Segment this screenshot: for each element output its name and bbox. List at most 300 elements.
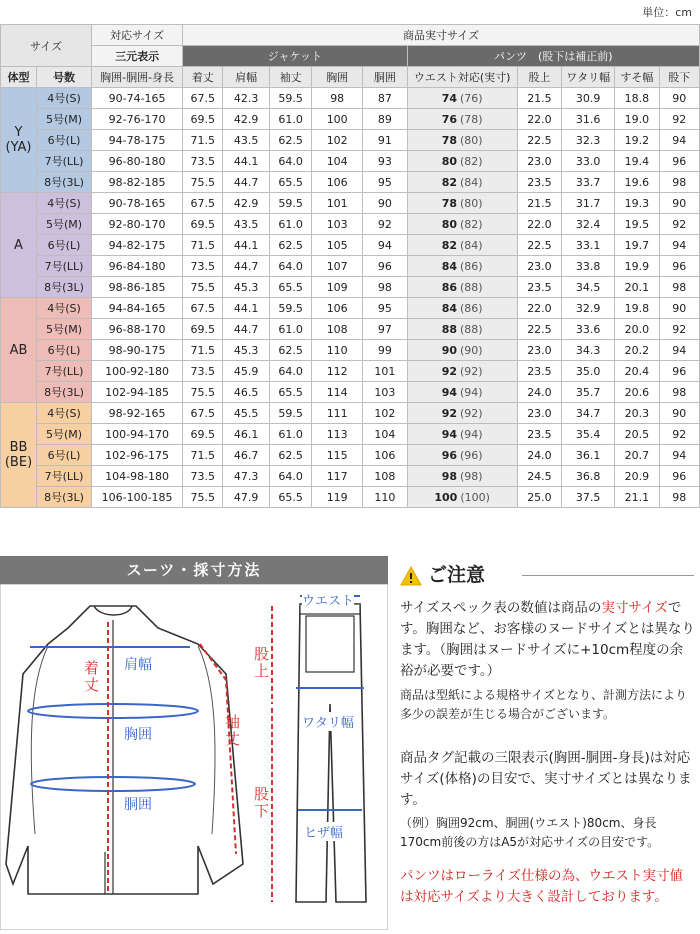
- table-cell: 73.5: [183, 361, 223, 382]
- table-cell: 47.9: [223, 487, 270, 508]
- waist-corresponding: (94): [460, 427, 483, 441]
- size-number-cell: 5号(M): [37, 424, 92, 445]
- header-product-size: 商品実寸サイズ: [183, 25, 700, 46]
- table-cell: 45.3: [223, 277, 270, 298]
- waist-corresponding: (80): [460, 196, 483, 210]
- table-cell: 59.5: [269, 193, 311, 214]
- header-inseam: 股下: [659, 67, 699, 88]
- table-cell: 65.5: [269, 172, 311, 193]
- waist-actual: 82: [441, 238, 457, 252]
- waist-actual: 78: [441, 133, 457, 147]
- header-jacket: ジャケット: [183, 46, 407, 67]
- table-cell: 115: [312, 445, 363, 466]
- table-cell: 32.3: [562, 130, 615, 151]
- size-table: [0, 24, 700, 508]
- table-cell: 59.5: [269, 88, 311, 109]
- body-type-cell: A: [1, 193, 37, 298]
- table-row: [1, 466, 700, 487]
- table-cell: 92: [659, 319, 699, 340]
- size-table-body: [1, 88, 700, 508]
- header-rise: 股上: [517, 67, 561, 88]
- waist-corresponding: (100): [460, 490, 490, 504]
- table-cell: 98: [659, 487, 699, 508]
- size-number-cell: 8号(3L): [37, 487, 92, 508]
- header-waist-jacket: 胴囲: [363, 67, 407, 88]
- table-cell: 65.5: [269, 277, 311, 298]
- table-cell: 33.1: [562, 235, 615, 256]
- label-chest: 胸囲: [124, 727, 152, 743]
- waist-actual: 80: [441, 154, 457, 168]
- table-cell: 110: [363, 487, 407, 508]
- waist-cell: [407, 382, 517, 403]
- table-cell: 104-98-180: [92, 466, 183, 487]
- header-thigh: ワタリ幅: [562, 67, 615, 88]
- waist-cell: [407, 424, 517, 445]
- table-row: [1, 130, 700, 151]
- waist-corresponding: (82): [460, 217, 483, 231]
- waist-corresponding: (92): [460, 364, 483, 378]
- waist-actual: 94: [441, 427, 457, 441]
- table-cell: 33.0: [562, 151, 615, 172]
- table-row: [1, 109, 700, 130]
- table-cell: 96-84-180: [92, 256, 183, 277]
- table-cell: 34.5: [562, 277, 615, 298]
- size-number-cell: 7号(LL): [37, 256, 92, 277]
- table-cell: 90: [659, 298, 699, 319]
- suit-illustration: [0, 584, 388, 930]
- body-type-cell: AB: [1, 298, 37, 403]
- size-number-cell: 8号(3L): [37, 277, 92, 298]
- table-cell: 94: [659, 340, 699, 361]
- table-cell: 21.5: [517, 193, 561, 214]
- table-cell: 73.5: [183, 466, 223, 487]
- table-cell: 23.0: [517, 256, 561, 277]
- label-thigh: ワタリ幅: [302, 712, 354, 731]
- waist-corresponding: (80): [460, 133, 483, 147]
- size-number-cell: 6号(L): [37, 235, 92, 256]
- measure-diagram: [0, 584, 388, 930]
- table-cell: 22.5: [517, 235, 561, 256]
- table-cell: 67.5: [183, 298, 223, 319]
- table-row: [1, 214, 700, 235]
- table-cell: 20.0: [615, 319, 659, 340]
- notice-p1-text: サイズスペック表の数値は商品の: [400, 600, 602, 616]
- table-cell: 71.5: [183, 340, 223, 361]
- waist-cell: [407, 172, 517, 193]
- table-cell: 119: [312, 487, 363, 508]
- table-cell: 19.4: [615, 151, 659, 172]
- table-cell: 96: [659, 256, 699, 277]
- table-cell: 101: [363, 361, 407, 382]
- waist-actual: 100: [434, 490, 458, 504]
- table-cell: 19.2: [615, 130, 659, 151]
- table-cell: 98-86-185: [92, 277, 183, 298]
- table-cell: 94-78-175: [92, 130, 183, 151]
- table-cell: 22.5: [517, 319, 561, 340]
- table-cell: 30.9: [562, 88, 615, 109]
- header-chest-waist-height: 胸囲-胴囲-身長: [92, 67, 183, 88]
- table-cell: 64.0: [269, 466, 311, 487]
- header-shoulder: 肩幅: [223, 67, 270, 88]
- table-cell: 73.5: [183, 151, 223, 172]
- size-number-cell: 5号(M): [37, 109, 92, 130]
- table-cell: 108: [363, 466, 407, 487]
- waist-cell: [407, 403, 517, 424]
- waist-actual: 94: [441, 385, 457, 399]
- table-cell: 96: [363, 256, 407, 277]
- table-cell: 102-96-175: [92, 445, 183, 466]
- table-cell: 20.4: [615, 361, 659, 382]
- table-cell: 98: [659, 382, 699, 403]
- measure-title: スーツ・採寸方法: [0, 556, 388, 584]
- table-cell: 90-78-165: [92, 193, 183, 214]
- waist-cell: [407, 214, 517, 235]
- table-cell: 45.5: [223, 403, 270, 424]
- table-cell: 23.5: [517, 277, 561, 298]
- table-cell: 94: [659, 130, 699, 151]
- table-cell: 18.8: [615, 88, 659, 109]
- table-cell: 97: [363, 319, 407, 340]
- table-cell: 94: [659, 445, 699, 466]
- table-cell: 101: [312, 193, 363, 214]
- table-cell: 106: [312, 172, 363, 193]
- table-cell: 19.7: [615, 235, 659, 256]
- table-cell: 61.0: [269, 424, 311, 445]
- table-cell: 90-74-165: [92, 88, 183, 109]
- label-sleeve: 袖 丈: [225, 713, 241, 748]
- table-cell: 90: [659, 193, 699, 214]
- waist-cell: [407, 130, 517, 151]
- table-cell: 108: [312, 319, 363, 340]
- waist-corresponding: (90): [460, 343, 483, 357]
- header-chest: 胸囲: [312, 67, 363, 88]
- waist-corresponding: (76): [460, 91, 483, 105]
- table-cell: 65.5: [269, 382, 311, 403]
- waist-corresponding: (96): [460, 448, 483, 462]
- waist-actual: 90: [441, 343, 457, 357]
- table-cell: 36.8: [562, 466, 615, 487]
- waist-actual: 98: [441, 469, 457, 483]
- table-cell: 31.6: [562, 109, 615, 130]
- label-rise: 股 上: [254, 645, 270, 680]
- waist-actual: 78: [441, 196, 457, 210]
- table-row: [1, 487, 700, 508]
- waist-cell: [407, 151, 517, 172]
- notice-p1-highlight: 実寸サイズ: [601, 600, 668, 616]
- table-cell: 91: [363, 130, 407, 151]
- table-cell: 62.5: [269, 235, 311, 256]
- table-row: [1, 403, 700, 424]
- table-cell: 93: [363, 151, 407, 172]
- table-cell: 19.0: [615, 109, 659, 130]
- table-cell: 94-82-175: [92, 235, 183, 256]
- table-cell: 20.3: [615, 403, 659, 424]
- size-number-cell: 5号(M): [37, 319, 92, 340]
- label-waist-jacket: 胴囲: [124, 797, 152, 813]
- size-number-cell: 7号(LL): [37, 466, 92, 487]
- table-cell: 113: [312, 424, 363, 445]
- table-cell: 106: [363, 445, 407, 466]
- header-body-type: 体型: [1, 67, 37, 88]
- table-row: [1, 172, 700, 193]
- label-length: 着 丈: [84, 659, 100, 694]
- table-cell: 62.5: [269, 445, 311, 466]
- warning-icon: [400, 566, 422, 586]
- table-cell: 65.5: [269, 487, 311, 508]
- waist-actual: 88: [441, 322, 457, 336]
- header-number: 号数: [37, 67, 92, 88]
- table-cell: 23.5: [517, 424, 561, 445]
- table-cell: 67.5: [183, 193, 223, 214]
- table-cell: 20.9: [615, 466, 659, 487]
- table-cell: 32.9: [562, 298, 615, 319]
- notice-paragraph-2-small: （例）胸囲92cm、胴囲(ウエスト)80cm、身長170cm前後の方はA5が対応サイズの目安です。: [400, 816, 660, 849]
- header-three-dim: 三元表示: [92, 46, 183, 67]
- table-cell: 20.1: [615, 277, 659, 298]
- table-cell: 34.3: [562, 340, 615, 361]
- table-cell: 96-80-180: [92, 151, 183, 172]
- table-row: [1, 256, 700, 277]
- table-cell: 100-92-180: [92, 361, 183, 382]
- waist-cell: [407, 319, 517, 340]
- size-number-cell: 5号(M): [37, 214, 92, 235]
- table-cell: 45.3: [223, 340, 270, 361]
- table-cell: 69.5: [183, 424, 223, 445]
- table-cell: 36.1: [562, 445, 615, 466]
- header-length: 着丈: [183, 67, 223, 88]
- waist-actual: 92: [441, 406, 457, 420]
- table-cell: 98: [312, 88, 363, 109]
- size-number-cell: 6号(L): [37, 445, 92, 466]
- table-cell: 90: [363, 193, 407, 214]
- table-cell: 71.5: [183, 130, 223, 151]
- table-row: [1, 319, 700, 340]
- body-type-cell: BB (BE): [1, 403, 37, 508]
- header-corr-size: 対応サイズ: [92, 25, 183, 46]
- table-cell: 105: [312, 235, 363, 256]
- table-cell: 71.5: [183, 445, 223, 466]
- unit-label: 単位：cm: [642, 6, 692, 19]
- table-cell: 111: [312, 403, 363, 424]
- table-cell: 89: [363, 109, 407, 130]
- waist-cell: [407, 277, 517, 298]
- table-cell: 87: [363, 88, 407, 109]
- table-cell: 102-94-185: [92, 382, 183, 403]
- table-cell: 98-90-175: [92, 340, 183, 361]
- table-row: [1, 340, 700, 361]
- table-cell: 20.7: [615, 445, 659, 466]
- table-cell: 69.5: [183, 109, 223, 130]
- header-size: サイズ: [1, 25, 92, 67]
- table-cell: 47.3: [223, 466, 270, 487]
- table-cell: 117: [312, 466, 363, 487]
- waist-corresponding: (86): [460, 259, 483, 273]
- table-cell: 114: [312, 382, 363, 403]
- table-cell: 23.0: [517, 151, 561, 172]
- table-cell: 64.0: [269, 151, 311, 172]
- header-hem: すそ幅: [615, 67, 659, 88]
- table-cell: 102: [363, 403, 407, 424]
- table-cell: 23.0: [517, 403, 561, 424]
- table-cell: 34.7: [562, 403, 615, 424]
- table-cell: 96: [659, 151, 699, 172]
- table-row: [1, 193, 700, 214]
- table-cell: 98-82-185: [92, 172, 183, 193]
- label-inseam: 股 下: [254, 785, 270, 820]
- table-cell: 22.0: [517, 109, 561, 130]
- waist-corresponding: (86): [460, 301, 483, 315]
- waist-cell: [407, 193, 517, 214]
- waist-corresponding: (84): [460, 175, 483, 189]
- table-cell: 46.1: [223, 424, 270, 445]
- table-cell: 98: [659, 277, 699, 298]
- table-cell: 94-84-165: [92, 298, 183, 319]
- table-cell: 96: [659, 466, 699, 487]
- table-cell: 42.9: [223, 109, 270, 130]
- table-cell: 100: [312, 109, 363, 130]
- table-cell: 98-92-165: [92, 403, 183, 424]
- label-knee: ヒザ幅: [304, 822, 343, 841]
- table-cell: 20.6: [615, 382, 659, 403]
- table-cell: 32.4: [562, 214, 615, 235]
- size-number-cell: 6号(L): [37, 130, 92, 151]
- table-cell: 92: [659, 109, 699, 130]
- size-number-cell: 7号(LL): [37, 151, 92, 172]
- table-cell: 90: [659, 88, 699, 109]
- label-waist-pants: ウエスト: [302, 590, 354, 609]
- notice-p1-text-2: です。胸囲など、お客様のヌードサイズとは異なります。（胸囲はヌードサイズに+10cm程度の余裕が必要です。）: [400, 600, 695, 679]
- table-cell: 92-80-170: [92, 214, 183, 235]
- waist-actual: 96: [441, 448, 457, 462]
- waist-corresponding: (88): [460, 280, 483, 294]
- table-row: [1, 445, 700, 466]
- table-cell: 42.9: [223, 193, 270, 214]
- waist-actual: 80: [441, 217, 457, 231]
- waist-actual: 84: [441, 301, 457, 315]
- table-cell: 102: [312, 130, 363, 151]
- table-cell: 37.5: [562, 487, 615, 508]
- waist-corresponding: (88): [460, 322, 483, 336]
- table-cell: 103: [363, 382, 407, 403]
- notice-divider: [522, 575, 694, 576]
- waist-cell: [407, 88, 517, 109]
- table-row: [1, 88, 700, 109]
- table-cell: 106: [312, 298, 363, 319]
- table-row: [1, 277, 700, 298]
- table-cell: 103: [312, 214, 363, 235]
- table-cell: 73.5: [183, 256, 223, 277]
- size-number-cell: 8号(3L): [37, 382, 92, 403]
- table-cell: 23.5: [517, 172, 561, 193]
- table-cell: 59.5: [269, 403, 311, 424]
- table-cell: 25.0: [517, 487, 561, 508]
- waist-actual: 74: [441, 91, 457, 105]
- table-cell: 42.3: [223, 88, 270, 109]
- waist-cell: [407, 298, 517, 319]
- table-row: [1, 424, 700, 445]
- waist-corresponding: (92): [460, 406, 483, 420]
- table-row: [1, 235, 700, 256]
- table-cell: 19.5: [615, 214, 659, 235]
- notice-title: ご注意: [428, 564, 486, 586]
- notice-paragraph-1: [400, 598, 696, 682]
- notice-paragraph-3: パンツはローライズ仕様の為、ウエスト実寸値は対応サイズより大きく設計しております。: [400, 868, 683, 905]
- table-cell: 24.0: [517, 382, 561, 403]
- table-cell: 19.3: [615, 193, 659, 214]
- waist-actual: 82: [441, 175, 457, 189]
- size-number-cell: 6号(L): [37, 340, 92, 361]
- table-cell: 21.1: [615, 487, 659, 508]
- table-cell: 64.0: [269, 361, 311, 382]
- body-type-cell: Y (YA): [1, 88, 37, 193]
- table-cell: 59.5: [269, 298, 311, 319]
- table-cell: 44.1: [223, 235, 270, 256]
- table-cell: 96: [659, 361, 699, 382]
- table-cell: 75.5: [183, 172, 223, 193]
- table-cell: 75.5: [183, 277, 223, 298]
- table-cell: 43.5: [223, 214, 270, 235]
- waist-cell: [407, 445, 517, 466]
- table-cell: 100-94-170: [92, 424, 183, 445]
- table-cell: 75.5: [183, 487, 223, 508]
- table-cell: 19.9: [615, 256, 659, 277]
- table-cell: 95: [363, 298, 407, 319]
- label-shoulder: 肩幅: [124, 657, 152, 673]
- table-cell: 62.5: [269, 130, 311, 151]
- table-cell: 22.0: [517, 214, 561, 235]
- table-cell: 96-88-170: [92, 319, 183, 340]
- table-cell: 94: [363, 235, 407, 256]
- table-cell: 109: [312, 277, 363, 298]
- waist-actual: 92: [441, 364, 457, 378]
- table-cell: 35.0: [562, 361, 615, 382]
- table-cell: 104: [363, 424, 407, 445]
- table-cell: 20.2: [615, 340, 659, 361]
- notice-paragraph-1-small: 商品は型紙による規格サイズとなり、計測方法により多少の誤差が生じる場合がございます。: [400, 688, 688, 721]
- waist-actual: 76: [441, 112, 457, 126]
- table-cell: 92: [659, 424, 699, 445]
- table-cell: 33.6: [562, 319, 615, 340]
- table-cell: 92: [659, 214, 699, 235]
- table-cell: 33.8: [562, 256, 615, 277]
- table-cell: 112: [312, 361, 363, 382]
- table-cell: 61.0: [269, 109, 311, 130]
- size-number-cell: 4号(S): [37, 403, 92, 424]
- table-cell: 35.4: [562, 424, 615, 445]
- waist-corresponding: (94): [460, 385, 483, 399]
- table-cell: 24.5: [517, 466, 561, 487]
- waist-cell: [407, 109, 517, 130]
- waist-corresponding: (98): [460, 469, 483, 483]
- header-waist-pants: ウエスト対応(実寸): [407, 67, 517, 88]
- waist-corresponding: (82): [460, 154, 483, 168]
- size-number-cell: 4号(S): [37, 193, 92, 214]
- table-cell: 106-100-185: [92, 487, 183, 508]
- table-cell: 44.7: [223, 256, 270, 277]
- waist-corresponding: (84): [460, 238, 483, 252]
- notice-paragraph-2: 商品タグ記載の三限表示(胸囲-胴囲-身長)は対応サイズ(体格)の目安で、実寸サイズとは異なります。: [400, 750, 692, 808]
- table-cell: 67.5: [183, 88, 223, 109]
- table-cell: 61.0: [269, 319, 311, 340]
- table-cell: 20.5: [615, 424, 659, 445]
- table-cell: 21.5: [517, 88, 561, 109]
- table-cell: 90: [659, 403, 699, 424]
- table-cell: 24.0: [517, 445, 561, 466]
- table-cell: 75.5: [183, 382, 223, 403]
- table-cell: 62.5: [269, 340, 311, 361]
- table-cell: 19.8: [615, 298, 659, 319]
- table-cell: 19.6: [615, 172, 659, 193]
